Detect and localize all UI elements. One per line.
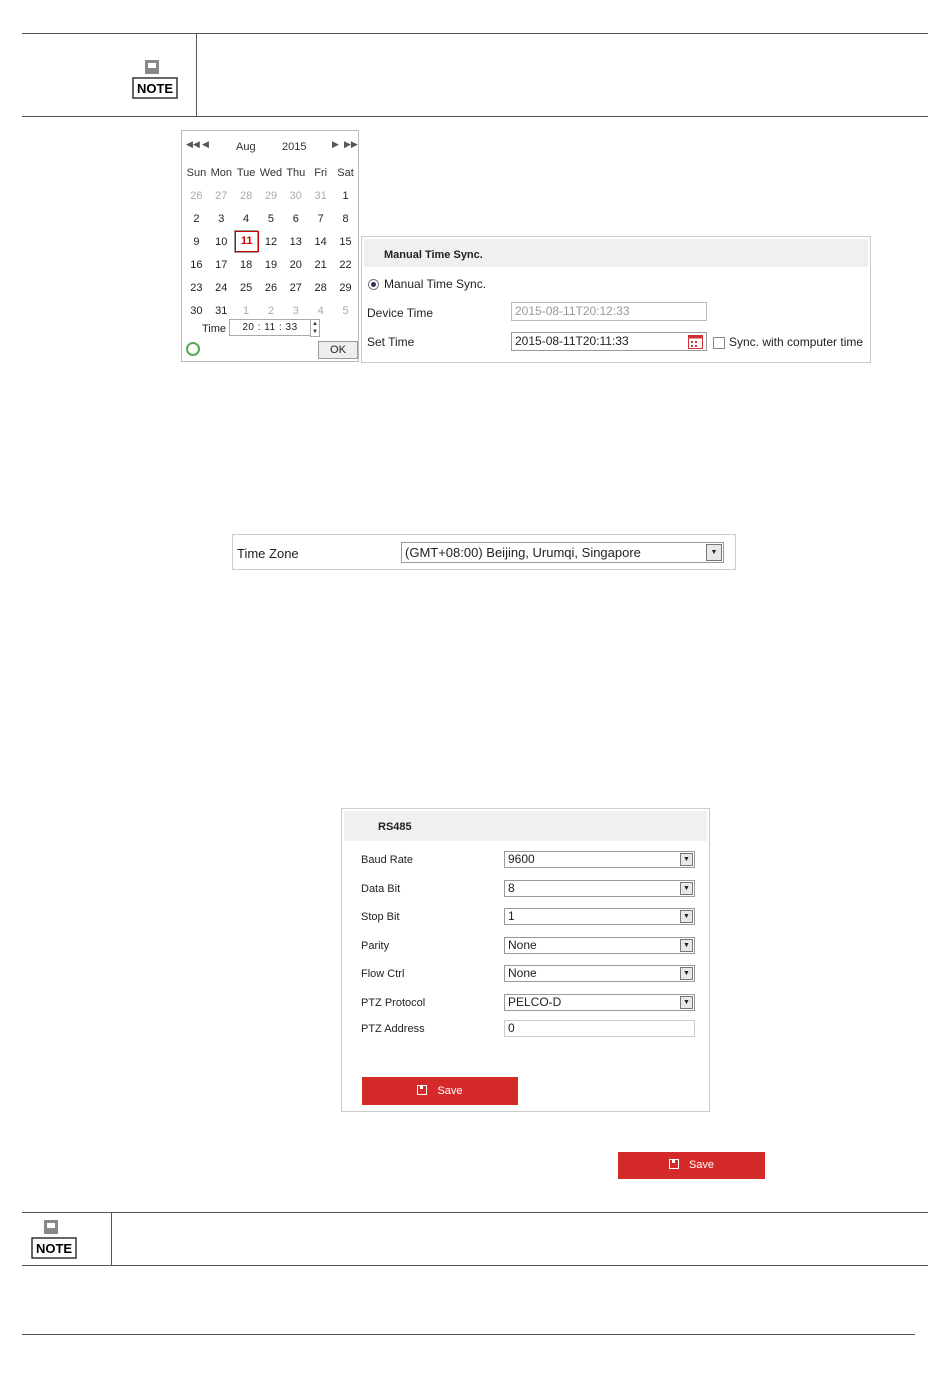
set-time-field[interactable]: 2015-08-11T20:11:33 [511,332,707,351]
note-text: NOTE [35,1241,73,1256]
device-time-field: 2015-08-11T20:12:33 [511,302,707,321]
chevron-down-icon[interactable]: ▼ [680,967,693,980]
chevron-down-icon[interactable]: ▼ [680,882,693,895]
footer-rule [22,1334,915,1335]
time-zone-select[interactable] [401,542,724,563]
time-zone-row [232,534,736,570]
calendar-year[interactable]: 2015 [282,141,307,153]
rs485-field-value: 9600 [508,852,535,866]
calendar-day[interactable]: 31 [314,189,327,202]
manual-sync-label: Manual Time Sync. [384,277,487,291]
rs485-field-label: PTZ Protocol [361,997,426,1009]
calendar-day[interactable]: 10 [215,235,228,248]
calendar-day[interactable]: 14 [314,235,327,248]
rs485-field-label: Data Bit [361,882,401,895]
calendar-day[interactable]: 26 [264,281,278,294]
selected-day[interactable]: 11 [235,231,259,252]
calendar-day[interactable]: 3 [218,212,225,225]
rs485-field-value: None [508,937,537,952]
save-icon [669,1159,679,1169]
note-icon [131,58,179,98]
rs485-save-label: Save [437,1085,463,1097]
rs485-field-label: Flow Ctrl [361,968,405,981]
next-month-icon[interactable]: ▶ [332,139,339,149]
calendar-day[interactable]: 20 [289,258,302,271]
save-button[interactable] [618,1152,765,1179]
rs485-panel [341,808,710,1112]
rs485-field-value: 1 [508,909,515,924]
chevron-down-icon[interactable]: ▼ [680,939,693,952]
calendar-day[interactable]: 21 [314,258,327,271]
weekday-header: Fri [314,166,328,179]
note2-bottom-border [22,1265,928,1266]
rs485-field-label: Baud Rate [361,854,413,866]
rs485-field-select[interactable] [504,908,695,925]
set-time-label: Set Time [367,335,415,349]
note-bottom-border [22,116,928,117]
rs485-field-value: 8 [508,880,515,895]
weekday-header: Wed [259,166,283,179]
manual-sync-radio[interactable] [368,279,379,290]
manual-time-sync-panel [361,236,871,363]
calendar-day[interactable]: 3 [292,304,299,317]
calendar-day[interactable]: 2 [193,212,200,225]
calendar-day[interactable]: 9 [193,235,200,248]
calendar-day[interactable]: 28 [314,281,327,294]
weekday-header: Sat [337,166,354,179]
time-zone-value: (GMT+08:00) Beijing, Urumqi, Singapore [405,545,641,560]
calendar-day[interactable]: 19 [264,258,278,271]
calendar-day[interactable]: 29 [264,189,278,202]
time-spinner[interactable]: ▲ ▼ [310,319,320,337]
calendar-day[interactable]: 13 [289,235,302,248]
ptz-address-label: PTZ Address [361,1023,425,1035]
weekday-header: Sun [186,166,207,179]
calendar-day[interactable]: 12 [264,235,278,248]
calendar-day[interactable]: 24 [215,281,228,294]
save-label: Save [688,1159,715,1171]
calendar-day[interactable]: 30 [190,304,203,317]
chevron-down-icon[interactable]: ▼ [680,853,693,866]
sync-label: Sync. with computer time [729,335,864,349]
calendar-day[interactable]: 28 [239,189,253,202]
calendar-day[interactable]: 1 [243,304,250,317]
rs485-save-button[interactable] [362,1077,518,1105]
weekday-header: Thu [286,166,306,179]
calendar-day[interactable]: 4 [243,212,250,225]
time-label: Time [202,323,227,335]
sync-checkbox[interactable] [713,337,725,349]
calendar-day[interactable]: 16 [190,258,203,271]
rs485-field-label: Stop Bit [361,911,400,924]
calendar-day[interactable]: 8 [342,212,349,225]
rs485-field-value: PELCO-D [508,995,562,1009]
panel-header [364,239,868,267]
weekday-header: Mon [210,166,232,179]
rs485-field-value: None [508,966,537,981]
next-year-icon[interactable]: ▶▶ [344,139,358,149]
date-picker[interactable] [181,130,359,362]
calendar-day[interactable]: 2 [267,304,275,317]
calendar-day[interactable]: 27 [289,281,302,294]
calendar-day[interactable]: 5 [342,304,349,317]
rs485-field-select[interactable] [504,880,695,897]
rs485-field-select[interactable] [504,994,695,1011]
prev-year-icon[interactable]: ◀◀ [186,139,200,149]
calendar-day[interactable]: 5 [267,212,275,225]
device-time-label: Device Time [367,306,434,320]
time-input[interactable]: 20 : 11 : 33 [229,319,311,336]
calendar-day[interactable]: 1 [342,189,349,202]
calendar-day[interactable]: 25 [239,281,253,294]
ptz-address-input[interactable]: 0 [504,1020,695,1037]
ok-button[interactable]: OK [318,341,358,359]
note-text: NOTE [136,81,174,96]
calendar-day[interactable]: 26 [190,189,203,202]
rs485-field-select[interactable] [504,851,695,868]
time-zone-label: Time Zone [237,546,299,561]
calendar-day[interactable]: 17 [215,258,228,271]
calendar-day[interactable]: 30 [289,189,302,202]
calendar-day[interactable]: 18 [239,258,253,271]
calendar-day[interactable]: 4 [317,304,324,317]
refresh-icon[interactable] [186,342,200,356]
weekday-header: Tue [236,166,256,179]
calendar-day[interactable]: 29 [339,281,352,294]
rs485-field-select[interactable] [504,965,695,982]
calendar-month[interactable]: Aug [236,141,256,153]
calendar-icon[interactable] [688,334,703,352]
note2-top-border [22,1212,928,1213]
chevron-down-icon[interactable]: ▼ [680,996,693,1009]
chevron-down-icon[interactable]: ▼ [706,544,722,561]
calendar-day[interactable]: 22 [339,258,352,271]
rs485-field-label: Parity [361,939,390,952]
note-divider [196,33,197,116]
note-icon [30,1218,78,1258]
calendar-day[interactable]: 27 [215,189,228,202]
panel-title: Manual Time Sync. [384,249,483,261]
note2-divider [111,1212,112,1265]
rs485-title: RS485 [378,821,412,833]
rs485-field-select[interactable] [504,937,695,954]
calendar-grid [184,161,358,322]
note-top-border [22,33,928,34]
chevron-down-icon[interactable]: ▼ [680,910,693,923]
calendar-day[interactable]: 6 [292,212,299,225]
calendar-day[interactable]: 31 [215,304,228,317]
save-icon [417,1085,427,1095]
calendar-day[interactable]: 7 [317,212,324,225]
prev-month-icon[interactable]: ◀ [202,139,209,149]
calendar-day[interactable]: 23 [190,281,203,294]
rs485-header [344,811,707,841]
calendar-day[interactable] [234,230,259,253]
calendar-day[interactable]: 15 [339,235,352,248]
